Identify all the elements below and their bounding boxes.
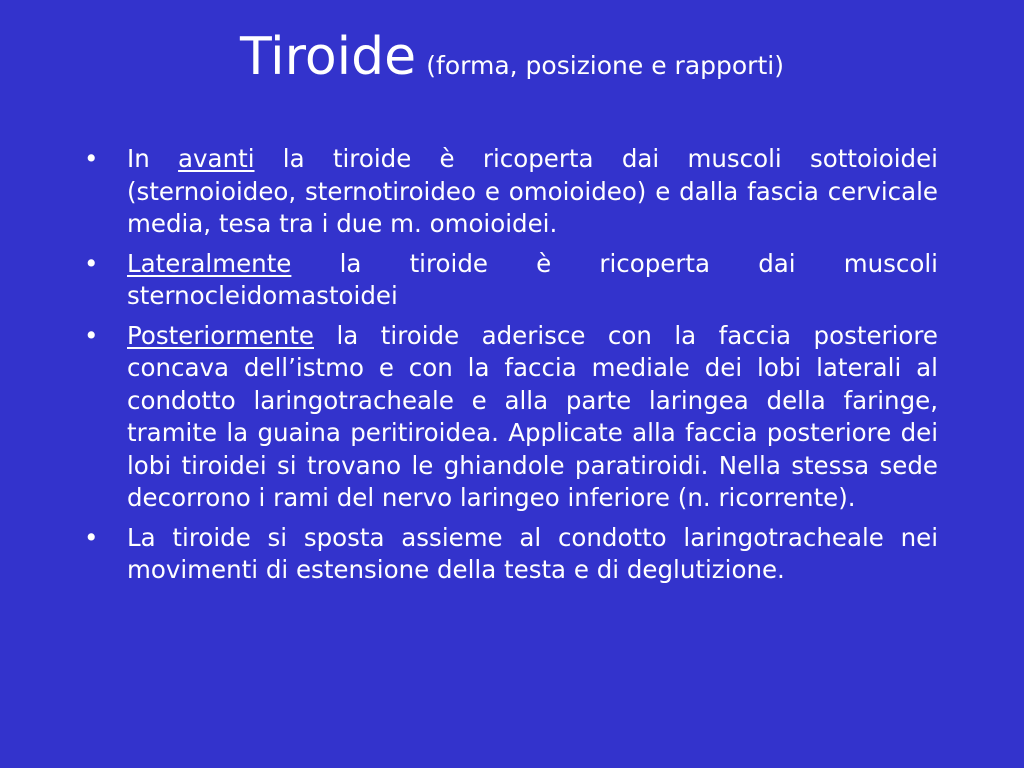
bullet-icon: • xyxy=(84,522,99,552)
bullet-item-lateral xyxy=(84,248,938,313)
bullet-item-posterior xyxy=(84,320,938,515)
bullet-text: la tiroide è ricoperta dai muscoli sottoioidei (sternoioideo, sternotiroideo e omoioideo) e dalla fascia cervicale media, tesa tra i due m. omoioidei. xyxy=(127,144,938,238)
title-subtitle: (forma, posizione e rapporti) xyxy=(426,51,784,80)
bullet-text: la tiroide aderisce con la faccia posteriore concava dell’istmo e con la faccia mediale dei lobi laterali al condotto laringotracheale e alla parte laringea della faringe, tramite la guaina peritiroidea. Applicate alla faccia posteriore dei lobi tiroidei si trovano le ghiandole paratiroidi. Nella stessa sede decorrono i rami del nervo laringeo inferiore (n. ricorrente). xyxy=(127,320,938,512)
bullet-keyword: Posteriormente xyxy=(127,320,314,350)
bullet-icon: • xyxy=(84,320,99,350)
bullet-keyword: avanti xyxy=(178,144,255,173)
bullet-item-anterior xyxy=(84,143,938,241)
title-main: Tiroide xyxy=(240,27,417,87)
bullet-icon: • xyxy=(84,144,99,173)
bullet-item-movement xyxy=(84,522,938,587)
bullet-lead: In xyxy=(127,144,150,173)
bullet-keyword: Lateralmente xyxy=(127,248,292,278)
slide-title xyxy=(0,26,1024,88)
bullet-text: La tiroide si sposta assieme al condotto laringotracheale nei movimenti di estensione della testa e di deglutizione. xyxy=(127,522,938,584)
bullet-icon: • xyxy=(84,248,99,278)
bullet-text: la tiroide è ricoperta dai muscoli sternocleidomastoidei xyxy=(127,248,938,310)
bullet-list xyxy=(84,143,938,594)
